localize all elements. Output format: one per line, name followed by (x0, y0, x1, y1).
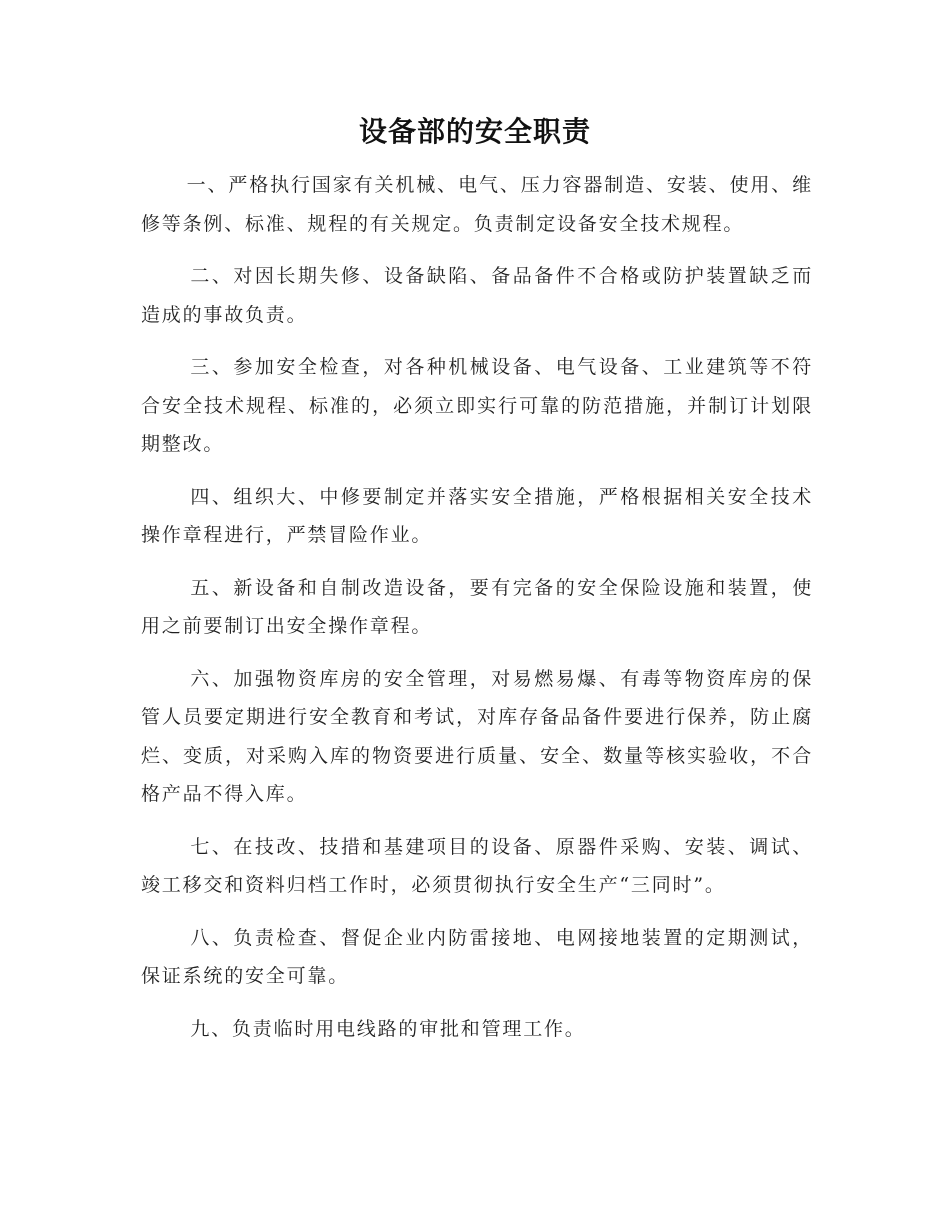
paragraph-8: 八、负责检查、督促企业内防雷接地、电网接地装置的定期测试，保证系统的安全可靠。 (141, 926, 813, 987)
document-title: 设备部的安全职责 (358, 115, 591, 148)
paragraph-7: 七、在技改、技措和基建项目的设备、原器件采购、安装、调试、竣工移交和资料归档工作时，必须贯彻执行安全生产“三同时”。 (141, 835, 813, 896)
paragraph-4: 四、组织大、中修要制定并落实安全措施，严格根据相关安全技术操作章程进行，严禁冒险作业。 (141, 485, 813, 546)
paragraph-3: 三、参加安全检查，对各种机械设备、电气设备、工业建筑等不符合安全技术规程、标准的，必须立即实行可靠的防范措施，并制订计划限期整改。 (141, 356, 813, 455)
paragraph-1: 一、严格执行国家有关机械、电气、压力容器制造、安装、使用、维修等条例、标准、规程的有关规定。负责制定设备安全技术规程。 (141, 174, 813, 235)
document-body (141, 166, 813, 1048)
paragraph-2: 二、对因长期失修、设备缺陷、备品备件不合格或防护装置缺乏而造成的事故负责。 (141, 265, 813, 326)
paragraph-9: 九、负责临时用电线路的审批和管理工作。 (190, 1017, 586, 1040)
paragraph-5: 五、新设备和自制改造设备，要有完备的安全保险设施和装置，使用之前要制订出安全操作章程。 (141, 576, 813, 637)
paragraph-6: 六、加强物资库房的安全管理，对易燃易爆、有毒等物资库房的保管人员要定期进行安全教育和考试，对库存备品备件要进行保养，防止腐烂、变质，对采购入库的物资要进行质量、安全、数量等核实验收，不合格产品不得入库。 (141, 667, 813, 805)
